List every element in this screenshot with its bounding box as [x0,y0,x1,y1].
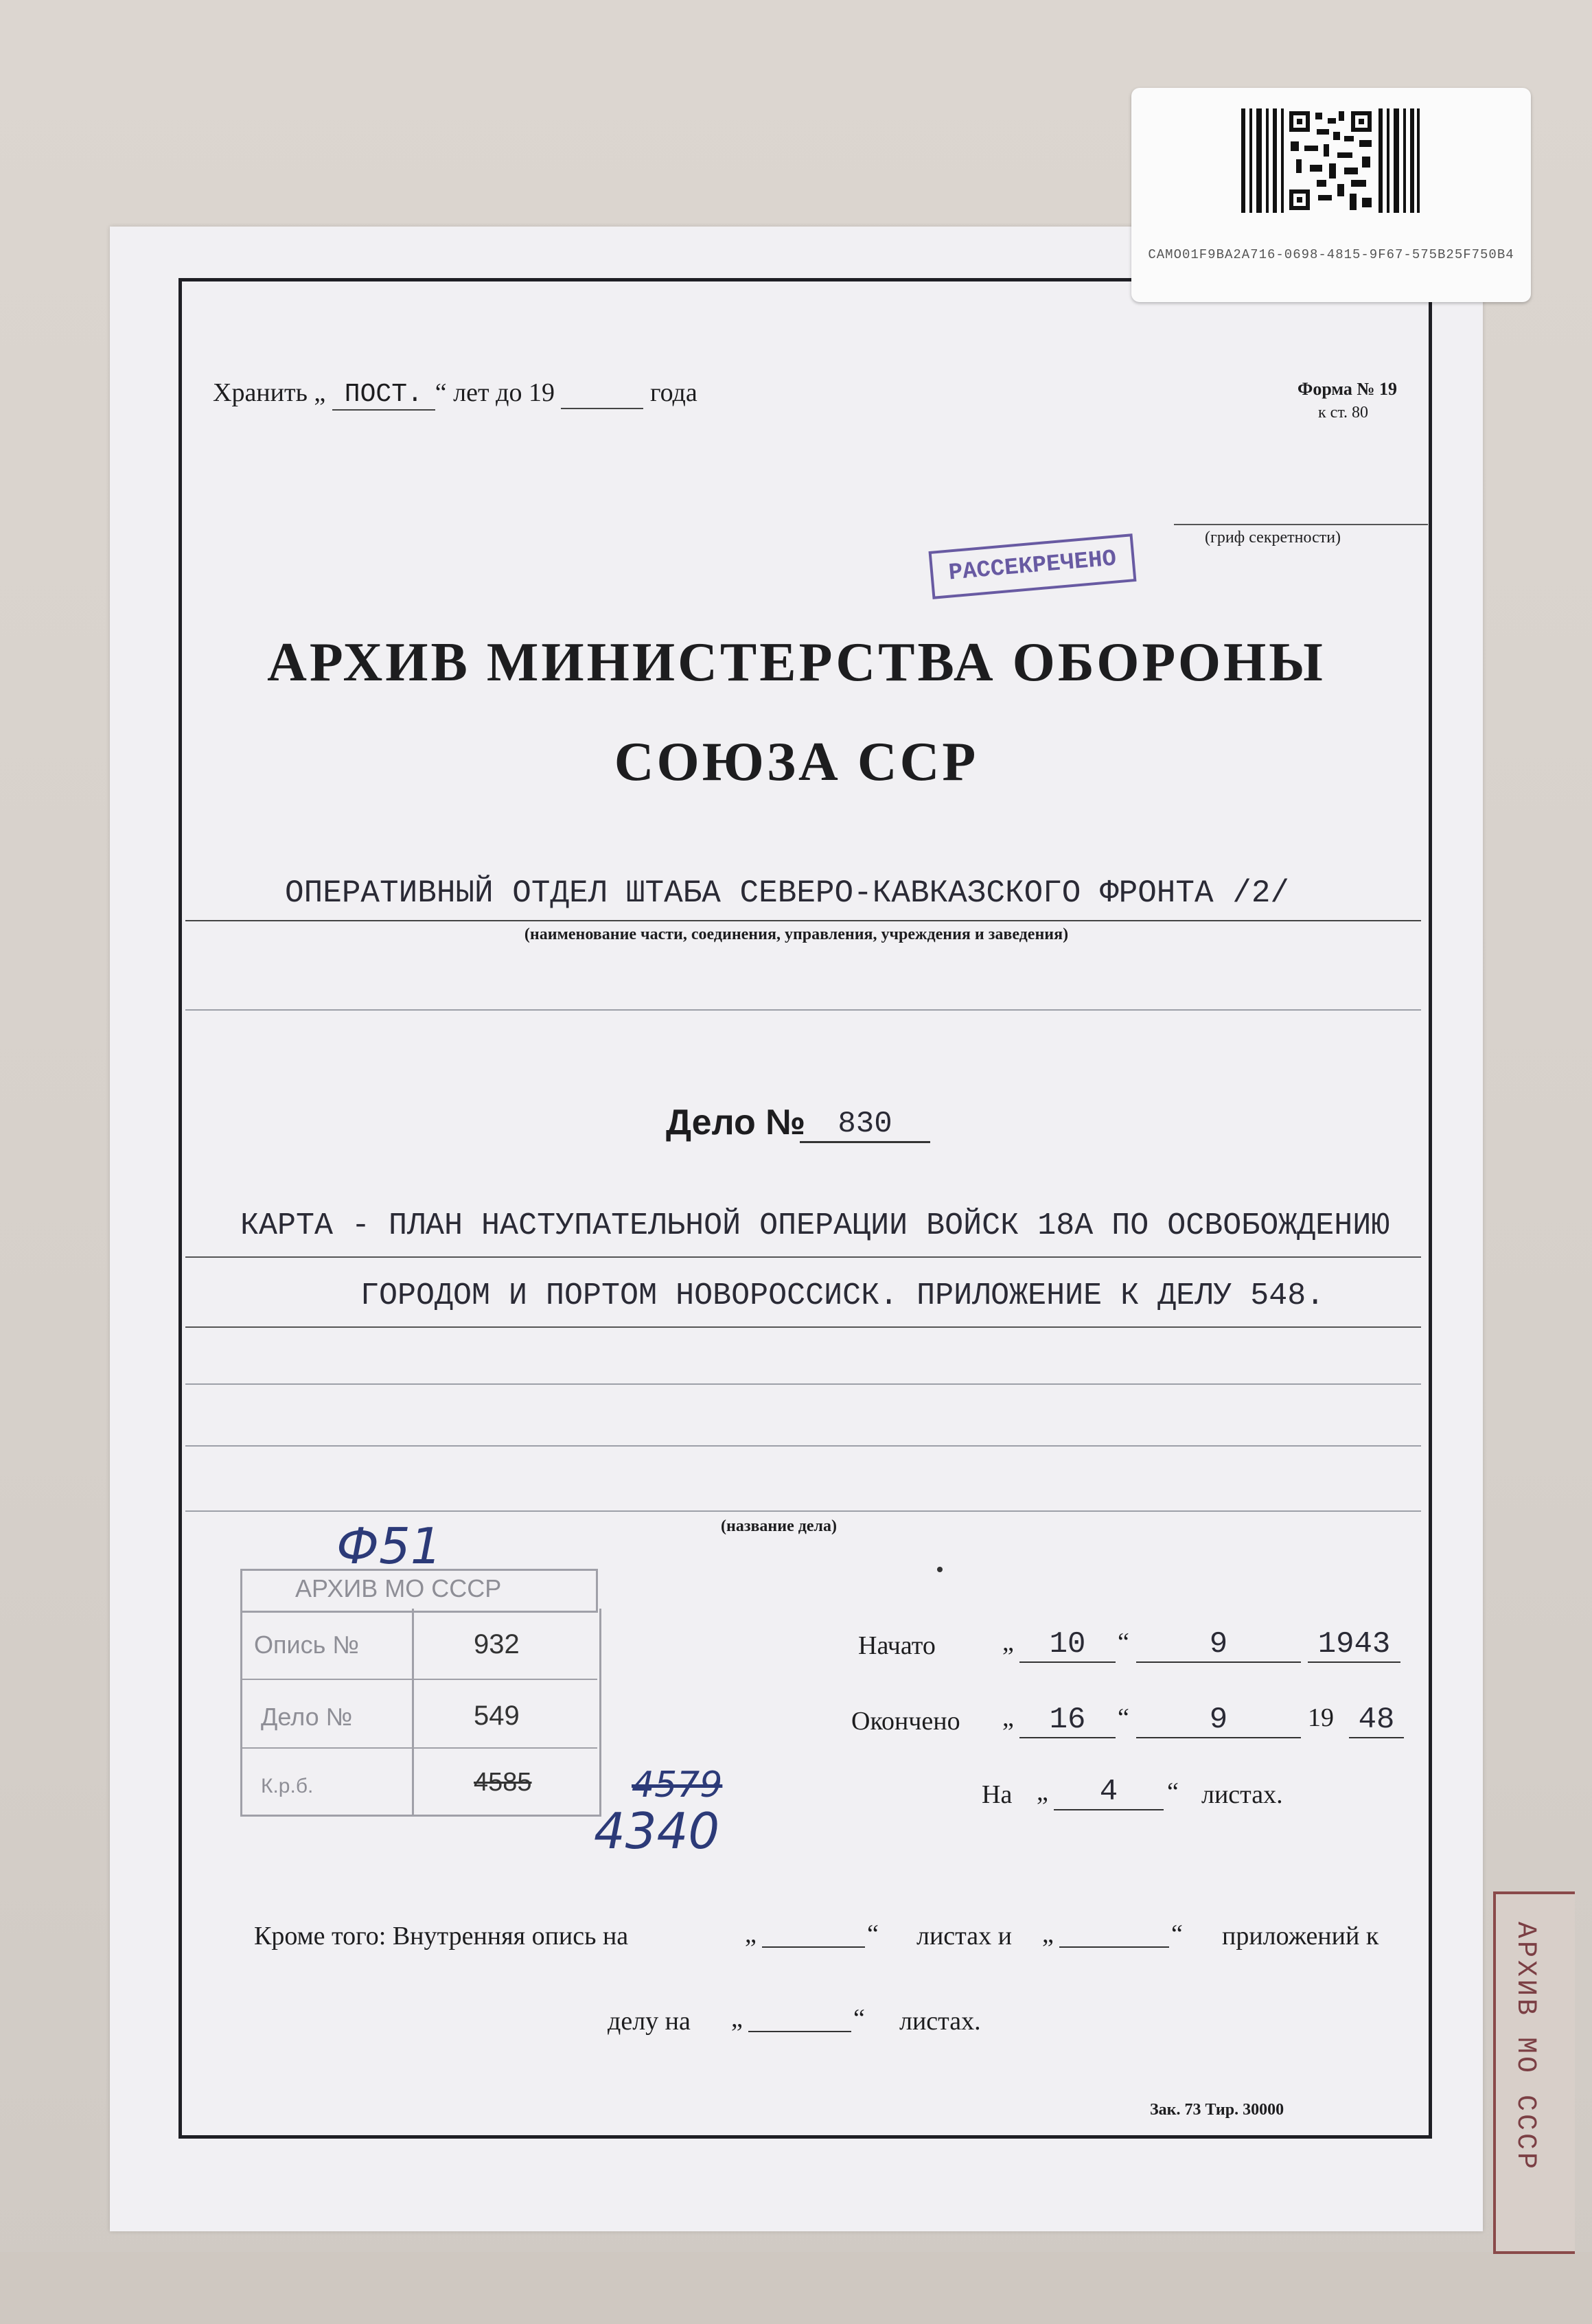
secrecy-label: (гриф секретности) [1205,529,1341,547]
fond-handwritten: Ф51 [336,1517,442,1575]
sticker-code: CAMO01F9BA2A716-0698-4815-9F67-575B25F750B4 [1148,247,1514,262]
unit-name: ОПЕРАТИВНЫЙ ОТДЕЛ ШТАБА СЕВЕРО-КАВКАЗСКОГО ФРОНТА /2/ [285,875,1290,911]
footer-blank-2 [1059,1946,1169,1948]
case-title-caption: (название дела) [721,1517,837,1535]
sheets-value: 4 [1054,1775,1164,1810]
ended-quote-close: “ [1118,1703,1129,1732]
sheets-quote-open: „ [1037,1777,1048,1806]
keep-line [213,378,697,411]
unit-line [185,920,1421,921]
sheets-quote-close: “ [1167,1777,1179,1806]
footer-q1-close: “ [867,1920,879,1948]
keep-quote-close: “ [435,378,447,407]
case-label: Дело № [666,1103,806,1142]
archive-title-line1: АРХИВ МИНИСТЕРСТВА ОБОРОНЫ [267,632,1326,693]
third-label: К.р.б. [261,1775,314,1797]
started-year: 1943 [1308,1627,1400,1663]
case-number: 830 [800,1107,930,1143]
barcode-sticker [1131,88,1531,302]
delo-label: Дело № [261,1703,353,1731]
ended-year-prefix: 19 [1308,1703,1334,1732]
dot-mark [937,1567,943,1572]
printer-note: Зак. 73 Тир. 30000 [1150,2101,1284,2119]
started-day: 10 [1019,1627,1116,1663]
barcode-icon [1241,108,1421,213]
form-number: Форма № 19 [1297,379,1398,399]
keep-suffix: лет до 19 [453,378,555,407]
archive-stamp-rule1 [240,1679,597,1680]
case-title-rule3 [185,1383,1421,1385]
ended-year-suffix: 48 [1349,1703,1404,1738]
keep-year-word: года [649,378,697,407]
archive-stamp [240,1569,604,1816]
keep-quote-open: „ [314,378,326,407]
handwritten-struck-number: 4579 [632,1764,723,1806]
footer-blank-3 [748,2031,851,2032]
footer-line2-b: листах. [899,2007,981,2036]
delo-value: 549 [474,1701,520,1731]
keep-year-blank [561,378,643,409]
footer-line1-c: приложений к [1222,1922,1379,1951]
archive-stamp-header: АРХИВ МО СССР [295,1574,502,1602]
background-board [0,2252,1592,2324]
footer-q2-open: „ [1042,1920,1054,1948]
footer-blank-1 [762,1946,865,1948]
ended-day: 16 [1019,1703,1116,1738]
ended-label: Окончено [851,1707,960,1736]
case-title-rule4 [185,1445,1421,1447]
handwritten-new-number: 4340 [594,1802,720,1860]
case-title-rule5 [185,1510,1421,1512]
opis-value: 932 [474,1629,520,1659]
footer-q2-close: “ [1171,1920,1183,1948]
archive-stamp-divider [412,1609,414,1815]
footer-line2-a: делу на [608,2007,691,2036]
started-quote-open: „ [1002,1628,1014,1657]
archive-title-line2: СОЮЗА ССР [614,732,979,792]
sheets-label-post: листах. [1201,1780,1283,1809]
declassified-stamp: РАССЕКРЕЧЕНО [929,533,1137,599]
started-label: Начато [858,1631,936,1660]
started-month: 9 [1136,1627,1301,1663]
keep-prefix: Хранить [213,378,308,407]
third-value-struck: 4585 [474,1768,532,1797]
ended-quote-open: „ [1002,1703,1014,1732]
case-title-line1: КАРТА - ПЛАН НАСТУПАТЕЛЬНОЙ ОПЕРАЦИИ ВОЙСК 18А ПО ОСВОБОЖДЕНИЮ [240,1208,1390,1243]
form-reference: к ст. 80 [1318,404,1368,422]
footer-q3-close: “ [853,2004,865,2033]
sheets-label-pre: На [982,1780,1013,1809]
case-title-line2: ГОРОДОМ И ПОРТОМ НОВОРОССИСК. ПРИЛОЖЕНИЕ К ДЕЛУ 548. [360,1278,1325,1313]
footer-line1-b: листах и [916,1922,1012,1951]
document-sheet [110,227,1483,2231]
rear-stamp-text: АРХИВ МО СССР [1510,1922,1541,2172]
archive-stamp-rule2 [240,1747,597,1749]
rear-archive-stamp [1493,1891,1575,2254]
secrecy-line [1174,524,1428,525]
unit-extra-line [185,1009,1421,1011]
unit-caption: (наименование части, соединения, управления, учреждения и заведения) [524,925,1069,943]
case-title-rule2 [185,1326,1421,1328]
started-quote-close: “ [1118,1628,1129,1657]
case-title-rule1 [185,1256,1421,1258]
opis-label: Опись № [254,1631,359,1659]
footer-q3-open: „ [731,2004,743,2033]
keep-value: ПОСТ. [332,380,435,411]
footer-q1-open: „ [745,1920,757,1948]
ended-month: 9 [1136,1703,1301,1738]
footer-line1-a: Кроме того: Внутренняя опись на [254,1922,629,1951]
